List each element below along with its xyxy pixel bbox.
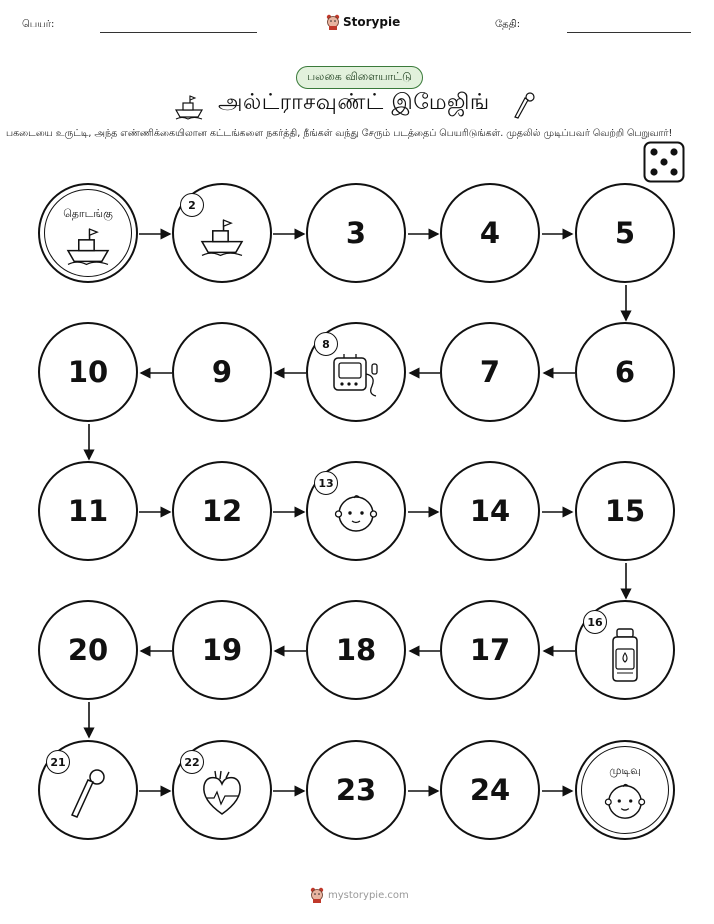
cell-number: 2 <box>180 193 204 217</box>
brand-name: Storypie <box>343 15 401 29</box>
category-badge: பலகை விளையாட்டு <box>296 66 423 89</box>
cell-18[interactable] <box>306 600 406 700</box>
cell-12[interactable] <box>172 461 272 561</box>
bear-icon <box>310 887 324 903</box>
cell-21[interactable] <box>38 740 138 840</box>
cell-number: 16 <box>583 610 607 634</box>
cell-number: 10 <box>67 355 109 389</box>
gel-bottle-icon <box>607 627 643 683</box>
cell-3[interactable] <box>306 183 406 283</box>
cell-13[interactable] <box>306 461 406 561</box>
boat-icon <box>198 217 246 257</box>
boat-icon <box>64 226 112 266</box>
cell-number: 3 <box>345 216 367 250</box>
cell-17[interactable] <box>440 600 540 700</box>
instructions: பகடையை உருட்டி, அந்த எண்ணிக்கையிலான கட்டங்களை நகர்த்தி, நீங்கள் வந்து சேரும் படத்தைப் பெயரிடுங்கள். முதலில் முடிப்பவர் வெற்றி பெறுவார்! <box>6 128 673 139</box>
cell-number: 9 <box>211 355 233 389</box>
cell-5[interactable] <box>575 183 675 283</box>
cell-number: 23 <box>335 773 377 807</box>
cell-23[interactable] <box>306 740 406 840</box>
cell-number: 13 <box>314 471 338 495</box>
cell-number: 6 <box>614 355 636 389</box>
ultrasound-probe-icon <box>68 767 108 823</box>
footer-url[interactable]: mystorypie.com <box>328 889 409 901</box>
cell-number: 8 <box>314 332 338 356</box>
baby-face-icon <box>334 491 378 535</box>
cell-19[interactable] <box>172 600 272 700</box>
cell-finish[interactable] <box>575 740 675 840</box>
cell-number: 17 <box>469 633 511 667</box>
cell-15[interactable] <box>575 461 675 561</box>
cell-14[interactable] <box>440 461 540 561</box>
cell-22[interactable] <box>172 740 272 840</box>
cell-24[interactable] <box>440 740 540 840</box>
cell-number: 14 <box>469 494 511 528</box>
cell-number: 11 <box>67 494 109 528</box>
cell-2[interactable] <box>172 183 272 283</box>
cell-number: 22 <box>180 750 204 774</box>
heart-icon <box>198 768 246 818</box>
cell-10[interactable] <box>38 322 138 422</box>
cell-number: 24 <box>469 773 511 807</box>
cell-start[interactable] <box>38 183 138 283</box>
cell-number: 21 <box>46 750 70 774</box>
cell-number: 20 <box>67 633 109 667</box>
cell-9[interactable] <box>172 322 272 422</box>
cell-number: 19 <box>201 633 243 667</box>
cell-11[interactable] <box>38 461 138 561</box>
cell-20[interactable] <box>38 600 138 700</box>
cell-7[interactable] <box>440 322 540 422</box>
page-title: அல்ட்ராசவுண்ட் இமேஜிங் <box>218 90 490 115</box>
footer <box>310 887 409 903</box>
cell-16[interactable] <box>575 600 675 700</box>
cell-number: 4 <box>479 216 501 250</box>
ultrasound-machine-icon <box>330 350 382 400</box>
date-label: தேதி: <box>495 19 521 30</box>
finish-label: முடிவு <box>609 764 641 777</box>
cell-4[interactable] <box>440 183 540 283</box>
start-label: தொடங்கு <box>63 207 113 220</box>
name-label: பெயர்: <box>22 19 55 30</box>
cell-number: 15 <box>604 494 646 528</box>
baby-face-icon <box>604 780 646 822</box>
cell-number: 7 <box>479 355 501 389</box>
cell-8[interactable] <box>306 322 406 422</box>
cell-number: 12 <box>201 494 243 528</box>
cell-6[interactable] <box>575 322 675 422</box>
cell-number: 5 <box>614 216 636 250</box>
cell-number: 18 <box>335 633 377 667</box>
